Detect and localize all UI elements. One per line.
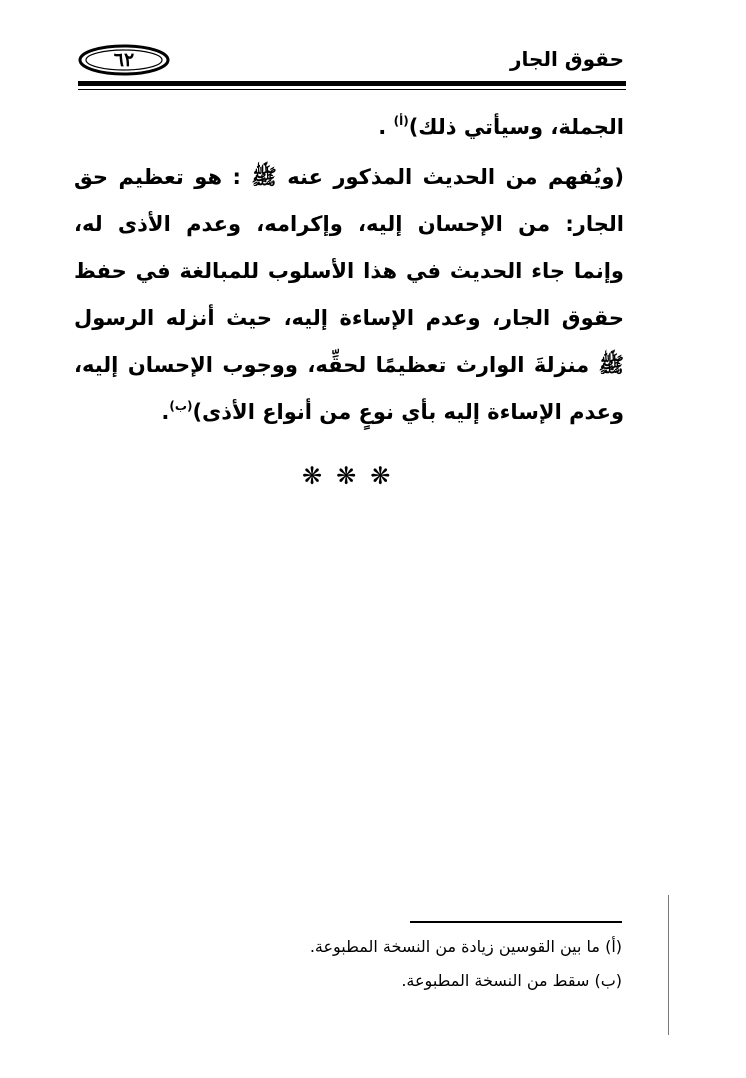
page-header bbox=[78, 40, 626, 90]
paragraph bbox=[74, 154, 624, 436]
section-separator: ❋❋❋ bbox=[302, 462, 405, 490]
footnote-marker: (أ) bbox=[393, 114, 409, 128]
paragraph-end: . bbox=[378, 115, 394, 139]
paragraph-end: . bbox=[161, 400, 170, 424]
footnote: (ب) سقط من النسخة المطبوعة. bbox=[401, 971, 622, 990]
running-title: حقوق الجار bbox=[510, 47, 624, 71]
main-text bbox=[74, 104, 624, 436]
paragraph-text: (ويُفهم من الحديث المذكور عنه ﷺ : هو تعظيم حق الجار: من الإحسان إليه، وإكرامه، وعدم الأذى له، وإنما جاء الحديث في هذا الأسلوب للمبالغة في حفظ حقوق الجار، وعدم الإساءة إليه، حيث أنزله الرسول ﷺ منزلةَ الوارث تعظيمًا لحقِّه، ووجوب الإحسان إليه، وعدم الإساءة إليه بأي نوعٍ من أنواع الأذى) bbox=[74, 165, 624, 424]
page-number: ٦٢ bbox=[113, 49, 135, 71]
header-rule bbox=[78, 81, 626, 86]
footnote-rule bbox=[410, 921, 622, 923]
footnotes bbox=[74, 930, 622, 998]
paragraph-text: الجملة، وسيأتي ذلك) bbox=[408, 115, 624, 139]
footnote-marker: (ب) bbox=[169, 399, 193, 413]
footnote: (أ) ما بين القوسين زيادة من النسخة المطبوعة. bbox=[309, 937, 622, 956]
header-rule-thin bbox=[78, 89, 626, 90]
page-number-badge bbox=[78, 44, 170, 76]
margin-line bbox=[668, 895, 669, 1035]
paragraph bbox=[74, 104, 624, 151]
